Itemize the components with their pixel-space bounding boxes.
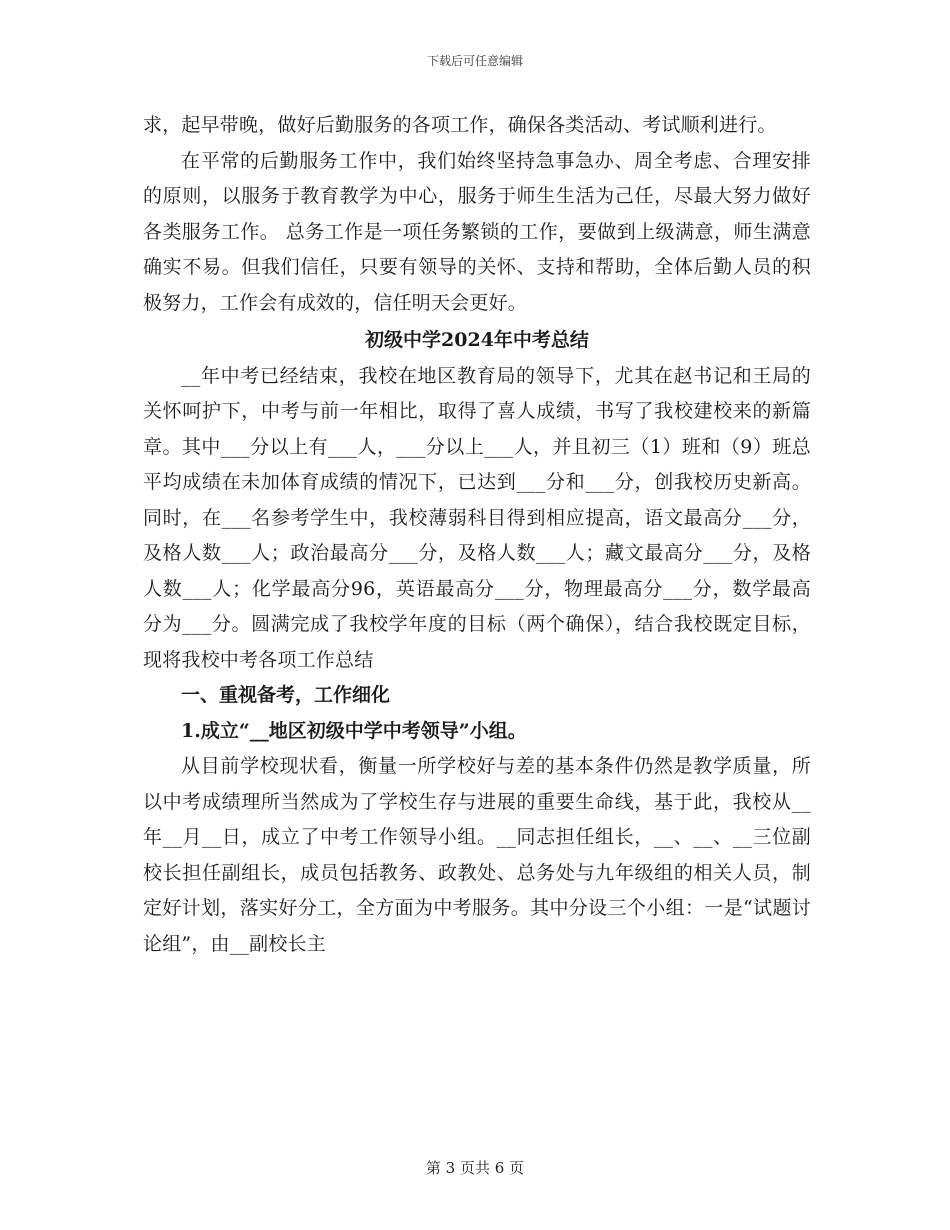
paragraph-logistics-end: 求，起早带晚，做好后勤服务的各项工作，确保各类活动、考试顺利进行。 <box>143 114 777 136</box>
section-title: 初级中学2024年中考总结 <box>365 329 589 351</box>
heading-level-2: 1.成立“__地区初级中学中考领导”小组。 <box>181 719 527 742</box>
page-header: 下载后可任意编辑 <box>426 54 523 68</box>
heading-level-1: 一、重视备考，工作细化 <box>181 684 391 706</box>
paragraph-leadership-group: 从目前学校现状看，衡量一所学校好与差的基本条件仍然是教学质量，所以中考成绩理所当然成为了学校生存与进展的重要生命线，基于此，我校从__年__月__日，成立了中考工作领导小组。__同志担任组长，__、__、__三位副校长担任副组长，成员包括教务、政教处、总务处与九年级组的相关人员，制定好计划，落实好分工，全方面为中考服务。其中分设三个小组：一是“试题讨论组”，由__副校长主 <box>143 755 811 955</box>
paragraph-exam-results: __年中考已经结束，我校在地区教育局的领导下，尤其在赵书记和王局的关怀呵护下，中考与前一年相比，取得了喜人成绩，书写了我校建校来的新篇章。其中___分以上有___人，___分以上___人，并且初三（1）班和（9）班总平均成绩在未加体育成绩的情况下，已达到___分和___分，创我校历史新高。同时，在___名参考学生中，我校薄弱科目得到相应提高，语文最高分___分，及格人数___人；政治最高分___分，及格人数___人；藏文最高分___分，及格人数___人；化学最高分96，英语最高分___分，物理最高分___分，数学最高分为___分。圆满完成了我校学年度的目标（两个确保），结合我校既定目标，现将我校中考各项工作总结 <box>143 364 811 671</box>
document-body <box>143 108 811 962</box>
page-footer: 第 3 页共 6 页 <box>425 1159 525 1177</box>
paragraph-logistics-summary: 在平常的后勤服务工作中，我们始终坚持急事急办、周全考虑、合理安排的原则，以服务于教育教学为中心，服务于师生生活为己任，尽最大努力做好各类服务工作。 总务工作是一项任务繁锁的工作，要做到上级满意，师生满意确实不易。但我们信任，只要有领导的关怀、支持和帮助，全体后勤人员的积极努力，工作会有成效的，信任明天会更好。 <box>143 149 811 314</box>
